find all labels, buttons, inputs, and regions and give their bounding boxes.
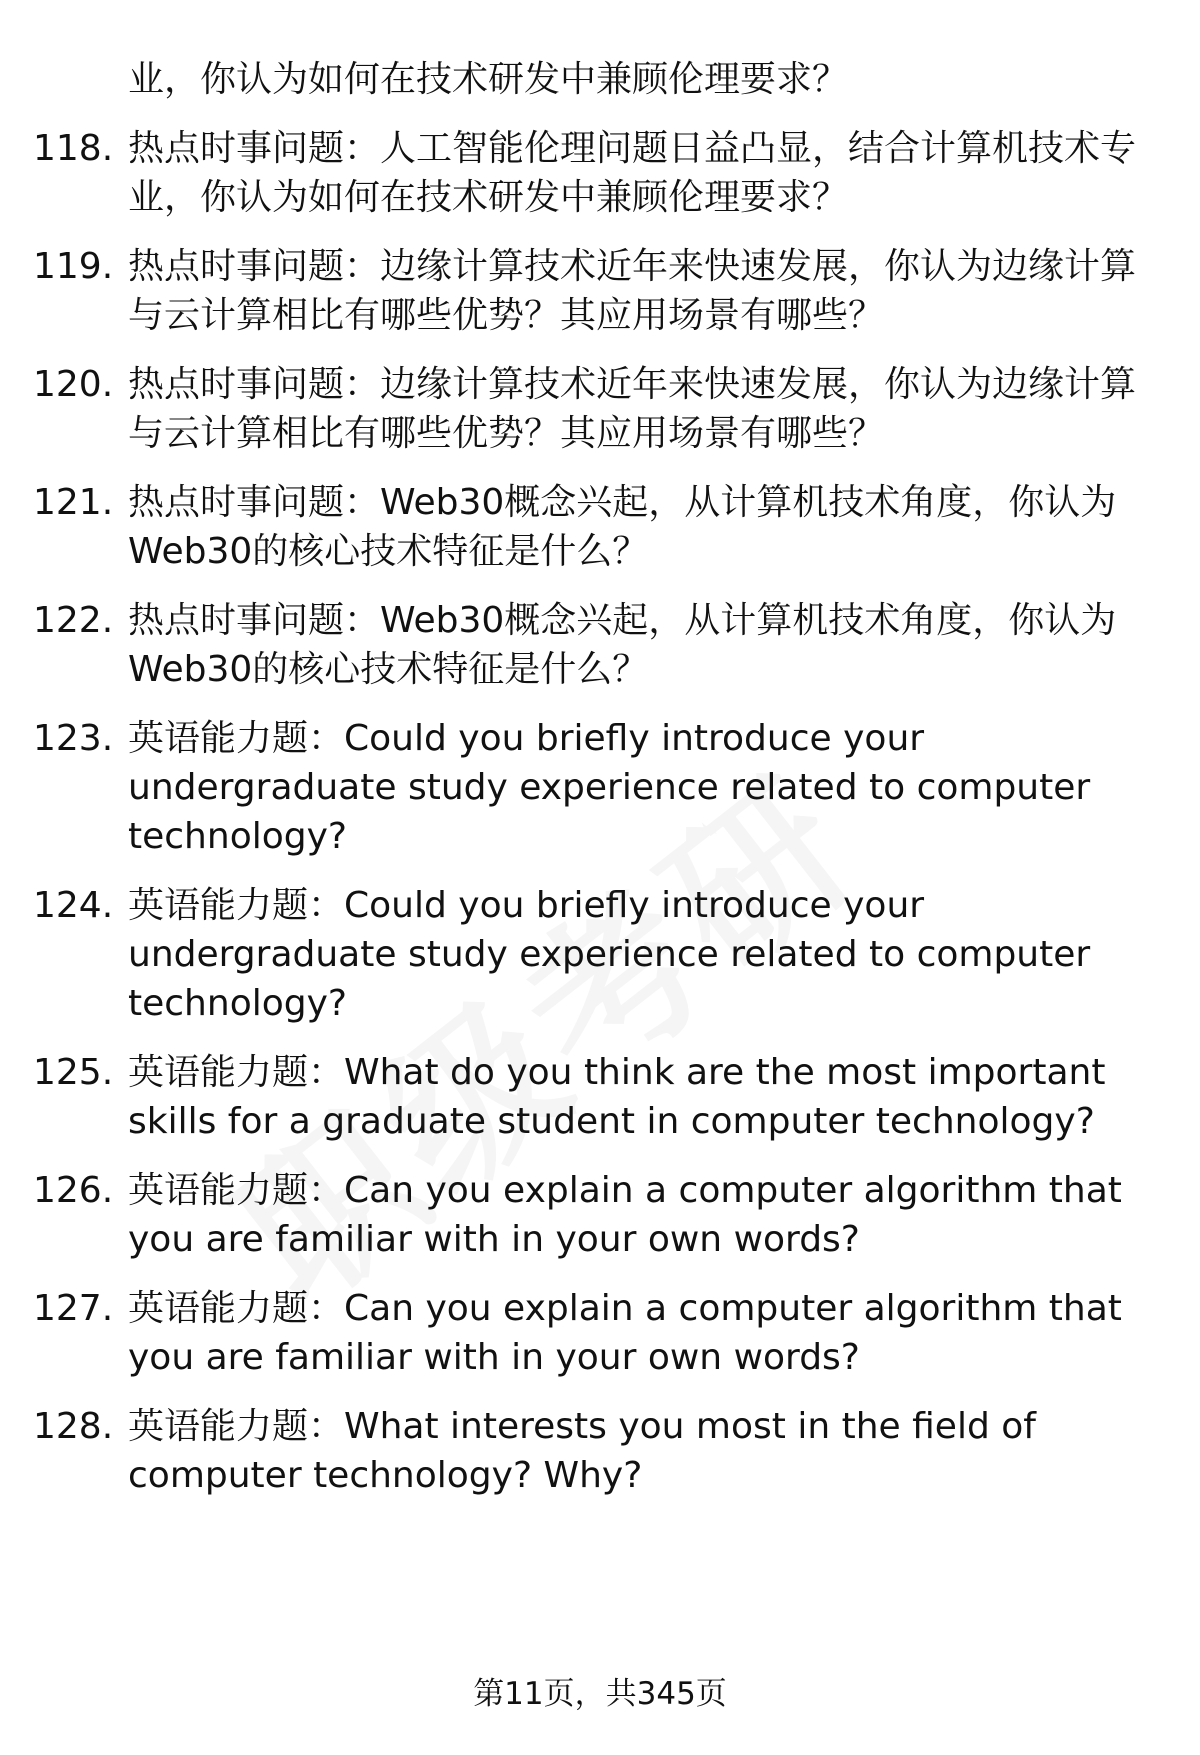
question-number: 124. <box>33 885 114 926</box>
question-number: 123. <box>33 718 114 759</box>
question-number: 125. <box>33 1052 114 1093</box>
question-text-line: undergraduate study experience related to computer <box>128 767 1091 808</box>
question-number: 120. <box>33 364 114 405</box>
question-text-line: skills for a graduate student in computer technology? <box>128 1101 1095 1142</box>
question-text-line: 英语能力题：Can you explain a computer algorithm that <box>128 1288 1122 1329</box>
question-text-line: 英语能力题：Could you briefly introduce your <box>128 885 925 926</box>
question-number: 118. <box>33 128 114 169</box>
question-number: 119. <box>33 246 114 287</box>
question-number: 126. <box>33 1170 114 1211</box>
question-number: 121. <box>33 482 114 523</box>
question-text-line: 英语能力题：Could you briefly introduce your <box>128 718 925 759</box>
question-text-line: 英语能力题：What interests you most in the field of <box>128 1406 1036 1447</box>
question-text-line: 热点时事问题：Web30概念兴起，从计算机技术角度，你认为 <box>128 482 1117 523</box>
question-text-line: Web30的核心技术特征是什么？ <box>128 531 649 572</box>
question-text-line: 业，你认为如何在技术研发中兼顾伦理要求？ <box>128 59 849 100</box>
question-text-line: undergraduate study experience related to computer <box>128 934 1091 975</box>
question-text-line: you are familiar with in your own words? <box>128 1219 860 1260</box>
question-text-line: 热点时事问题：边缘计算技术近年来快速发展，你认为边缘计算 <box>128 364 1137 405</box>
question-text-line: 英语能力题：What do you think are the most important <box>128 1052 1106 1093</box>
question-number: 122. <box>33 600 114 641</box>
question-text-line: computer technology? Why? <box>128 1455 643 1496</box>
question-text-line: technology? <box>128 816 348 857</box>
question-text-line: technology? <box>128 983 348 1024</box>
question-text-line: you are familiar with in your own words? <box>128 1337 860 1378</box>
question-text-line: 英语能力题：Can you explain a computer algorithm that <box>128 1170 1122 1211</box>
question-text-line: Web30的核心技术特征是什么？ <box>128 649 649 690</box>
page-footer: 第11页，共345页 <box>473 1676 727 1712</box>
question-text-line: 与云计算相比有哪些优势？其应用场景有哪些？ <box>128 413 885 454</box>
question-text-line: 热点时事问题：人工智能伦理问题日益凸显，结合计算机技术专 <box>128 128 1137 169</box>
question-number: 128. <box>33 1406 114 1447</box>
question-text-line: 业，你认为如何在技术研发中兼顾伦理要求？ <box>128 177 849 218</box>
question-number: 127. <box>33 1288 114 1329</box>
question-text-line: 与云计算相比有哪些优势？其应用场景有哪些？ <box>128 295 885 336</box>
question-text-line: 热点时事问题：边缘计算技术近年来快速发展，你认为边缘计算 <box>128 246 1137 287</box>
question-text-line: 热点时事问题：Web30概念兴起，从计算机技术角度，你认为 <box>128 600 1117 641</box>
